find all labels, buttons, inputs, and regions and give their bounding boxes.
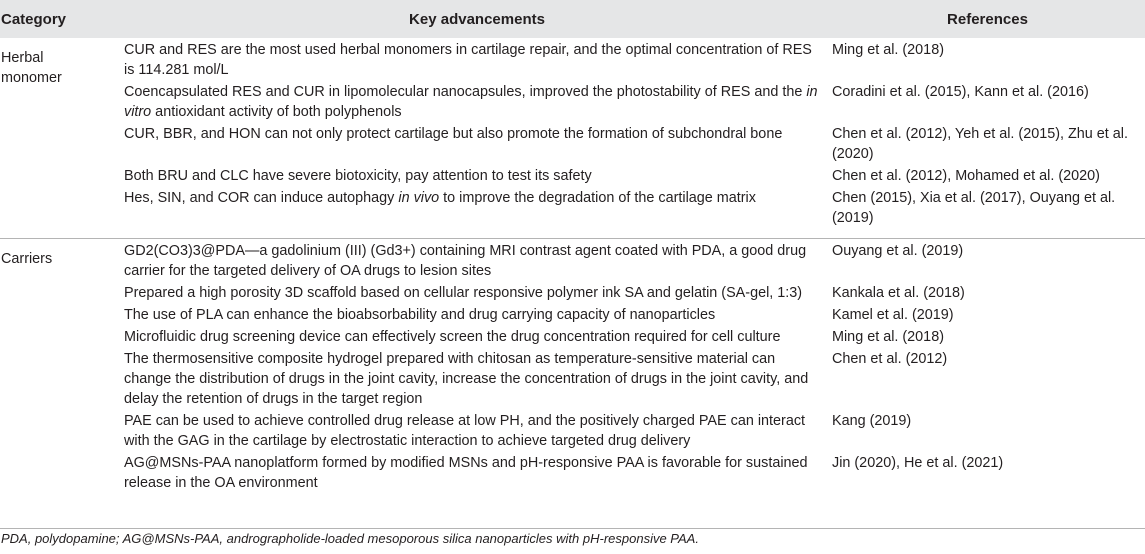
ref-cell: Kang (2019)	[832, 413, 912, 429]
key-cell: AG@MSNs-PAA nanoplatform formed by modified MSNs and pH-responsive PAA is favorable for sustained release in the OA environment	[124, 455, 808, 491]
header-category: Category	[1, 10, 67, 28]
header-references: References	[947, 10, 1028, 28]
table-row	[0, 164, 1145, 186]
table-row	[0, 281, 1145, 303]
key-text: Hes, SIN, and COR can induce autophagy	[124, 190, 399, 206]
table-row	[0, 38, 1145, 80]
table-footnote: PDA, polydopamine; AG@MSNs-PAA, andrographolide-loaded mesoporous silica nanoparticles with pH-responsive PAA.	[1, 531, 699, 546]
ref-cell: Ming et al. (2018)	[832, 329, 944, 345]
table-row	[0, 122, 1145, 164]
ref-cell: Chen et al. (2012), Yeh et al. (2015), Zhu et al. (2020)	[832, 126, 1128, 162]
category-label: monomer	[1, 70, 62, 86]
category-cell-carriers	[0, 239, 124, 504]
header-key-advancements: Key advancements	[409, 10, 545, 28]
table-row	[0, 239, 1145, 282]
table-row	[0, 186, 1145, 239]
key-cell: The use of PLA can enhance the bioabsorbability and drug carrying capacity of nanoparticles	[124, 307, 716, 323]
key-text-italic: in vitro	[124, 84, 818, 120]
key-cell: CUR and RES are the most used herbal monomers in cartilage repair, and the optimal concentration of RES is 114.281 mol/L	[124, 42, 812, 78]
key-cell: Microfluidic drug screening device can effectively screen the drug concentration required for cell culture	[124, 329, 781, 345]
header-row	[0, 0, 1145, 38]
table-row	[0, 409, 1145, 451]
ref-cell: Chen et al. (2012)	[832, 351, 948, 367]
ref-cell: Chen et al. (2012), Mohamed et al. (2020)	[832, 168, 1100, 184]
key-cell: Prepared a high porosity 3D scaffold based on cellular responsive polymer ink SA and gelatin (SA-gel, 1:3)	[124, 285, 803, 301]
table-bottom-rule	[0, 528, 1145, 529]
key-cell: The thermosensitive composite hydrogel prepared with chitosan as temperature-sensitive material can change the distribution of drugs in the joint cavity, increase the concentration of drugs in the joint cavity, and delay the retention of drugs in the target region	[124, 351, 809, 407]
ref-cell: Jin (2020), He et al. (2021)	[832, 455, 1004, 471]
table-row	[0, 451, 1145, 503]
ref-cell: Kankala et al. (2018)	[832, 285, 965, 301]
table-row	[0, 303, 1145, 325]
key-text-italic: in vivo	[398, 190, 440, 206]
key-cell: CUR, BBR, and HON can not only protect cartilage but also promote the formation of subchondral bone	[124, 126, 783, 142]
key-text: to improve the degradation of the cartilage matrix	[439, 190, 756, 206]
key-cell: GD2(CO3)3@PDA—a gadolinium (III) (Gd3+) containing MRI contrast agent coated with PDA, a good drug carrier for the targeted delivery of OA drugs to lesion sites	[124, 239, 830, 282]
table-body	[0, 38, 1145, 503]
table-row	[0, 347, 1145, 409]
ref-cell: Ouyang et al. (2019)	[830, 239, 1145, 282]
ref-cell: Kamel et al. (2019)	[832, 307, 954, 323]
key-cell: PAE can be used to achieve controlled drug release at low PH, and the positively charged PAE can interact with the GAG in the cartilage by electrostatic interaction to achieve targeted drug delivery	[124, 413, 806, 449]
table-row	[0, 325, 1145, 347]
ref-cell: Chen (2015), Xia et al. (2017), Ouyang et al. (2019)	[832, 190, 1116, 226]
key-text: antioxidant activity of both polyphenols	[151, 104, 402, 120]
key-cell	[124, 186, 830, 239]
table-row	[0, 80, 1145, 122]
category-label: Herbal	[1, 50, 44, 66]
key-cell	[124, 80, 830, 122]
ref-cell: Ming et al. (2018)	[832, 42, 944, 58]
ref-cell: Coradini et al. (2015), Kann et al. (2016)	[832, 84, 1089, 100]
table-header	[0, 0, 1145, 38]
key-cell: Both BRU and CLC have severe biotoxicity, pay attention to test its safety	[124, 168, 592, 184]
key-text: Coencapsulated RES and CUR in lipomolecular nanocapsules, improved the photostability of RES and the	[124, 84, 807, 100]
category-cell-herbal-monomer	[0, 38, 124, 239]
category-label: Carriers	[1, 251, 53, 267]
